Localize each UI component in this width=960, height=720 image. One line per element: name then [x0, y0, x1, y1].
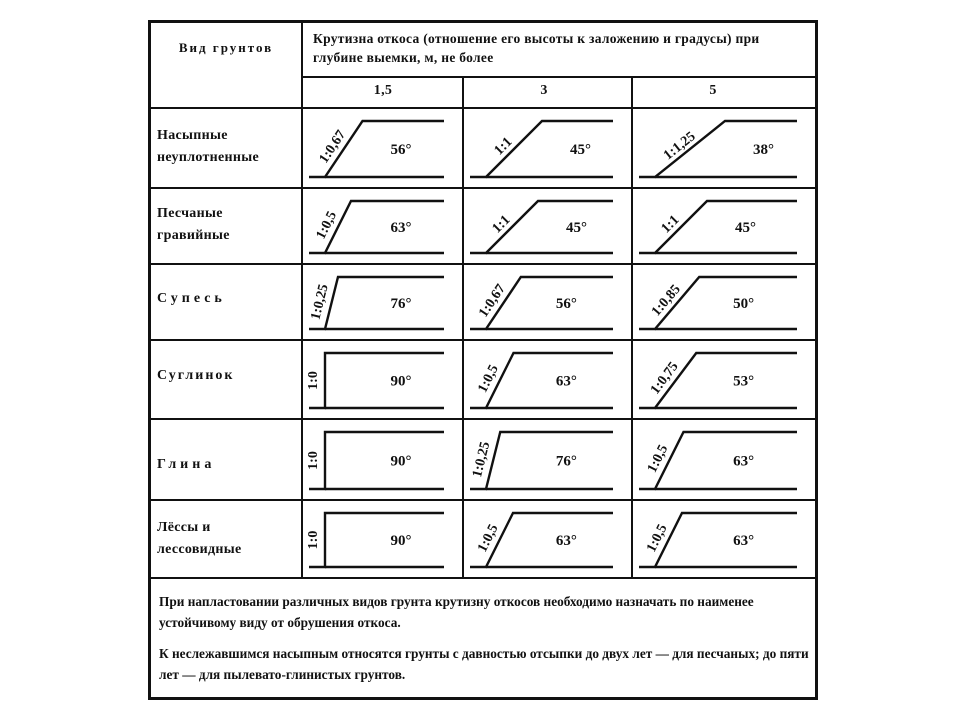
slope-angle-label: 38° [753, 142, 774, 158]
slope-angle-label: 63° [555, 373, 577, 390]
slope-ratio-label: 1:1 [489, 212, 514, 237]
slope-diagram [633, 501, 815, 577]
soil-type-header: Вид грунтов [178, 40, 274, 55]
slope-angle-label: 56° [555, 296, 577, 312]
slope-ratio-label: 1:0,5 [475, 362, 502, 396]
slope-diagram [633, 189, 815, 263]
note-unconsolidated: К неслежавшимся насыпным относятся грунты с давностью отсыпки до двух лет — для песчаных; до пяти лет — для пылевато-глинистых грунтов. [159, 646, 809, 682]
slope-ratio-label: 1:1,25 [661, 129, 699, 164]
note-layering: При напластовании различных видов грунта крутизну откосов необходимо назначать по наименее устойчивому виду от обрушения откоса. [159, 594, 754, 630]
slope-ratio-label: 1:0,25 [308, 282, 332, 322]
slope-profile-line [470, 432, 613, 489]
slope-angle-label: 90° [390, 453, 412, 470]
slope-ratio-label: 1:0 [305, 371, 322, 390]
slope-ratio-label: 1:0,25 [470, 440, 494, 480]
soil-label-sand-gravel: Песчаные гравийные [157, 206, 230, 243]
slope-diagram [303, 265, 462, 339]
slope-angle-label: 45° [566, 220, 587, 236]
slope-diagram [303, 189, 462, 263]
slope-diagram [464, 420, 631, 499]
table-bottom-rule [151, 577, 815, 579]
header-divider [303, 76, 815, 78]
depth-header-1-5: 1,5 [373, 83, 393, 98]
slope-diagram [464, 501, 631, 577]
slope-profile-line [309, 513, 444, 567]
slope-ratio-label: 1:0,67 [316, 127, 350, 167]
soil-label-sandy-loam: Супесь [157, 291, 226, 306]
slope-ratio-label: 1:1 [658, 212, 683, 237]
slope-diagram [303, 420, 462, 499]
slope-diagram [633, 341, 815, 418]
slope-ratio-label: 1:0,5 [313, 209, 341, 242]
slope-angle-label: 50° [733, 296, 755, 312]
slope-angle-label: 63° [733, 453, 755, 470]
slope-profile-line [309, 432, 444, 489]
depth-header-5: 5 [709, 83, 717, 98]
slope-diagram [633, 109, 815, 187]
slope-diagram [464, 109, 631, 187]
slope-diagram [633, 265, 815, 339]
slope-angle-label: 90° [390, 373, 412, 390]
slope-angle-label: 63° [733, 533, 755, 549]
slope-profile-line [309, 277, 444, 329]
slope-ratio-label: 1:0 [305, 451, 322, 470]
slope-angle-label: 76° [390, 296, 412, 312]
slope-diagram [464, 341, 631, 418]
soil-label-loess: Лёссы и лессовидные [157, 520, 242, 557]
slope-diagram [303, 109, 462, 187]
soil-label-bulk: Насыпные неуплотненные [157, 128, 260, 165]
slope-diagram [464, 265, 631, 339]
slope-ratio-label: 1:0,75 [647, 359, 682, 398]
slope-ratio-label: 1:0,5 [475, 522, 502, 555]
slope-diagram [464, 189, 631, 263]
steepness-header: Крутизна откоса (отношение его высоты к заложению и градусы) при глубине выемки, м, не более [313, 31, 760, 65]
slope-ratio-label: 1:0,5 [644, 522, 671, 555]
slope-ratio-label: 1:0 [305, 530, 322, 550]
soil-label-loam: Суглинок [157, 368, 235, 383]
slope-profile-line [309, 353, 444, 408]
slope-steepness-table [148, 20, 818, 700]
slope-ratio-label: 1:0,67 [476, 281, 509, 321]
slope-angle-label: 76° [555, 453, 577, 470]
slope-angle-label: 63° [390, 220, 412, 236]
slope-angle-label: 63° [555, 533, 577, 549]
slope-diagram [633, 420, 815, 499]
slope-ratio-label: 1:0,85 [649, 282, 684, 320]
slope-ratio-label: 1:0,5 [644, 442, 672, 476]
slope-angle-label: 45° [570, 142, 591, 158]
slope-diagram [303, 501, 462, 577]
slope-angle-label: 53° [733, 373, 755, 390]
soil-label-clay: Глина [157, 457, 216, 472]
slope-diagram [303, 341, 462, 418]
depth-header-3: 3 [540, 83, 548, 98]
slope-angle-label: 90° [390, 533, 412, 549]
slope-ratio-label: 1:1 [491, 134, 516, 159]
slope-angle-label: 45° [735, 220, 756, 236]
slope-angle-label: 56° [390, 142, 412, 158]
